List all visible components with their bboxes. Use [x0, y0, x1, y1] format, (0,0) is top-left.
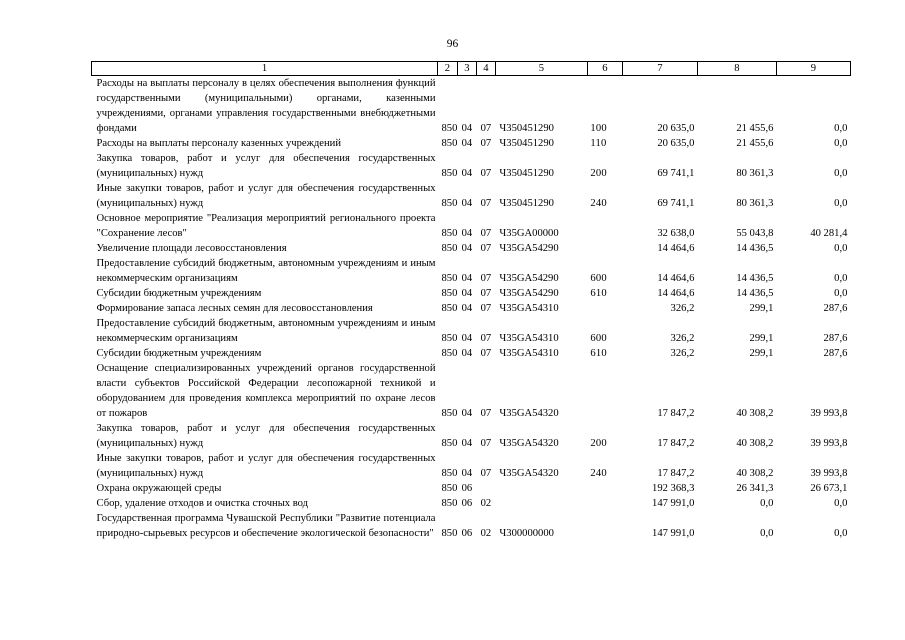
table-header-row [92, 62, 851, 76]
target-item-code-cell: Ч35GA54310 [499, 333, 559, 344]
amount-year-1-cell: 32 638,0 [657, 228, 695, 239]
amount-year-1-cell: 14 464,6 [657, 273, 695, 284]
row-name-cell: Расходы на выплаты персоналу казенных учреждений [96, 138, 341, 149]
section-code-cell: 06 [461, 498, 473, 509]
admin-code-cell: 850 [441, 243, 458, 254]
section-code-cell: 06 [461, 483, 473, 494]
target-item-code-cell: Ч300000000 [499, 528, 554, 539]
row-name-cell: Закупка товаров, работ и услуг для обеспечения государственных (муниципальных) нужд [96, 423, 436, 449]
amount-year-2-cell: 14 436,5 [736, 243, 774, 254]
amount-year-3-cell: 287,6 [823, 303, 848, 314]
subsection-code-cell: 07 [480, 408, 492, 419]
admin-code-cell: 850 [441, 483, 458, 494]
expense-type-code-cell: 110 [590, 138, 607, 149]
section-code-cell: 04 [461, 198, 473, 209]
expense-type-code-cell: 240 [590, 198, 607, 209]
amount-year-1-cell: 20 635,0 [657, 138, 695, 149]
amount-year-3-cell: 0,0 [834, 528, 848, 539]
row-name-cell: Иные закупки товаров, работ и услуг для обеспечения государственных (муниципальных) нужд [96, 453, 436, 479]
subsection-code-cell: 07 [480, 303, 492, 314]
section-code-cell: 04 [461, 288, 473, 299]
table-row [92, 76, 851, 137]
admin-code-cell: 850 [441, 123, 458, 134]
table-row [92, 451, 851, 481]
amount-year-3-cell: 0,0 [834, 288, 848, 299]
section-code-cell: 04 [461, 408, 473, 419]
section-code-cell: 04 [461, 273, 473, 284]
column-header: 8 [697, 62, 776, 76]
amount-year-3-cell: 0,0 [834, 273, 848, 284]
subsection-code-cell: 07 [480, 468, 492, 479]
admin-code-cell: 850 [441, 348, 458, 359]
admin-code-cell: 850 [441, 138, 458, 149]
subsection-code-cell: 07 [480, 348, 492, 359]
target-item-code-cell: Ч35GA54290 [499, 243, 559, 254]
subsection-code-cell: 07 [480, 123, 492, 134]
amount-year-1-cell: 147 991,0 [652, 528, 695, 539]
expense-type-code-cell [587, 481, 622, 496]
column-header: 4 [476, 62, 495, 76]
column-header: 1 [92, 62, 438, 76]
row-name-cell: Субсидии бюджетным учреждениям [96, 288, 262, 299]
amount-year-2-cell: 0,0 [760, 498, 774, 509]
admin-code-cell: 850 [441, 228, 458, 239]
target-item-code-cell: Ч35GA54290 [499, 288, 559, 299]
budget-table [91, 61, 851, 541]
expense-type-code-cell: 200 [590, 438, 607, 449]
amount-year-2-cell: 40 308,2 [736, 438, 774, 449]
amount-year-1-cell: 17 847,2 [657, 438, 695, 449]
subsection-code-cell: 07 [480, 288, 492, 299]
amount-year-2-cell: 40 308,2 [736, 408, 774, 419]
row-name-cell: Формирование запаса лесных семян для лесовосстановления [96, 303, 373, 314]
amount-year-3-cell: 0,0 [834, 198, 848, 209]
section-code-cell: 04 [461, 438, 473, 449]
amount-year-1-cell: 17 847,2 [657, 468, 695, 479]
target-item-code-cell: Ч35GA00000 [499, 228, 559, 239]
amount-year-2-cell: 80 361,3 [736, 198, 774, 209]
amount-year-1-cell: 326,2 [670, 348, 695, 359]
subsection-code-cell: 07 [480, 243, 492, 254]
expense-type-code-cell [587, 211, 622, 241]
table-row [92, 181, 851, 211]
table-row [92, 481, 851, 496]
section-code-cell: 04 [461, 303, 473, 314]
amount-year-3-cell: 0,0 [834, 138, 848, 149]
amount-year-3-cell: 0,0 [834, 498, 848, 509]
expense-type-code-cell: 600 [590, 333, 607, 344]
amount-year-3-cell: 40 281,4 [810, 228, 848, 239]
section-code-cell: 04 [461, 333, 473, 344]
row-name-cell: Сбор, удаление отходов и очистка сточных вод [96, 498, 309, 509]
table-row [92, 151, 851, 181]
row-name-cell: Основное мероприятие "Реализация мероприятий регионального проекта "Сохранение лесов" [96, 213, 436, 239]
amount-year-3-cell: 39 993,8 [810, 408, 848, 419]
subsection-code-cell: 07 [480, 333, 492, 344]
subsection-code-cell: 02 [480, 528, 492, 539]
subsection-code-cell: 02 [480, 498, 492, 509]
amount-year-1-cell: 14 464,6 [657, 288, 695, 299]
table-row [92, 316, 851, 346]
subsection-code-cell: 07 [480, 273, 492, 284]
row-name-cell: Предоставление субсидий бюджетным, автономным учреждениям и иным некоммерческим организациям [96, 258, 436, 284]
amount-year-1-cell: 326,2 [670, 333, 695, 344]
amount-year-2-cell: 14 436,5 [736, 273, 774, 284]
row-name-cell: Субсидии бюджетным учреждениям [96, 348, 262, 359]
table-row [92, 136, 851, 151]
amount-year-3-cell: 39 993,8 [810, 468, 848, 479]
amount-year-1-cell: 326,2 [670, 303, 695, 314]
amount-year-3-cell: 287,6 [823, 333, 848, 344]
target-item-code-cell: Ч35GA54320 [499, 438, 559, 449]
amount-year-3-cell: 0,0 [834, 168, 848, 179]
admin-code-cell: 850 [441, 468, 458, 479]
admin-code-cell: 850 [441, 303, 458, 314]
section-code-cell: 04 [461, 168, 473, 179]
target-item-code-cell: Ч350451290 [499, 138, 554, 149]
target-item-code-cell: Ч350451290 [499, 168, 554, 179]
expense-type-code-cell [587, 361, 622, 421]
target-item-code-cell: Ч35GA54310 [499, 348, 559, 359]
expense-type-code-cell [587, 241, 622, 256]
amount-year-2-cell: 14 436,5 [736, 288, 774, 299]
amount-year-2-cell: 299,1 [749, 333, 774, 344]
table-row [92, 346, 851, 361]
amount-year-1-cell: 147 991,0 [652, 498, 695, 509]
admin-code-cell: 850 [441, 198, 458, 209]
section-code-cell: 04 [461, 123, 473, 134]
amount-year-1-cell: 69 741,1 [657, 168, 695, 179]
row-name-cell: Оснащение специализированных учреждений органов государственной власти субъектов Российской Федерации лесопожарной техникой и оборудованием для проведения комплекса мероприятий по охране лесов от пожаров [96, 363, 436, 419]
amount-year-3-cell: 287,6 [823, 348, 848, 359]
row-name-cell: Иные закупки товаров, работ и услуг для обеспечения государственных (муниципальных) нужд [96, 183, 436, 209]
target-item-code-cell: Ч35GA54320 [499, 408, 559, 419]
table-row [92, 301, 851, 316]
target-item-code-cell [495, 481, 587, 496]
column-header: 6 [587, 62, 622, 76]
admin-code-cell: 850 [441, 498, 458, 509]
admin-code-cell: 850 [441, 408, 458, 419]
target-item-code-cell: Ч350451290 [499, 123, 554, 134]
page-number: 96 [446, 38, 459, 50]
amount-year-1-cell: 17 847,2 [657, 408, 695, 419]
amount-year-3-cell: 0,0 [834, 123, 848, 134]
table-row [92, 241, 851, 256]
amount-year-3-cell: 26 673,1 [810, 483, 848, 494]
amount-year-1-cell: 20 635,0 [657, 123, 695, 134]
admin-code-cell: 850 [441, 273, 458, 284]
target-item-code-cell: Ч35GA54310 [499, 303, 559, 314]
expense-type-code-cell [587, 301, 622, 316]
subsection-code-cell: 07 [480, 168, 492, 179]
amount-year-2-cell: 80 361,3 [736, 168, 774, 179]
target-item-code-cell: Ч35GA54320 [499, 468, 559, 479]
row-name-cell: Охрана окружающей среды [96, 483, 222, 494]
section-code-cell: 04 [461, 243, 473, 254]
column-header: 5 [495, 62, 587, 76]
admin-code-cell: 850 [441, 288, 458, 299]
expense-type-code-cell: 600 [590, 273, 607, 284]
expense-type-code-cell: 610 [590, 288, 607, 299]
amount-year-2-cell: 26 341,3 [736, 483, 774, 494]
table-row [92, 286, 851, 301]
expense-type-code-cell: 200 [590, 168, 607, 179]
expense-type-code-cell: 610 [590, 348, 607, 359]
target-item-code-cell: Ч350451290 [499, 198, 554, 209]
table-row [92, 211, 851, 241]
section-code-cell: 04 [461, 348, 473, 359]
admin-code-cell: 850 [441, 438, 458, 449]
table-row [92, 361, 851, 421]
table-row [92, 511, 851, 541]
amount-year-2-cell: 0,0 [760, 528, 774, 539]
subsection-code-cell: 07 [480, 438, 492, 449]
admin-code-cell: 850 [441, 168, 458, 179]
expense-type-code-cell [587, 511, 622, 541]
row-name-cell: Предоставление субсидий бюджетным, автономным учреждениям и иным некоммерческим организациям [96, 318, 436, 344]
table-body [92, 76, 851, 542]
table-row [92, 496, 851, 511]
table-row [92, 256, 851, 286]
section-code-cell: 04 [461, 138, 473, 149]
target-item-code-cell: Ч35GA54290 [499, 273, 559, 284]
section-code-cell: 06 [461, 528, 473, 539]
amount-year-3-cell: 39 993,8 [810, 438, 848, 449]
amount-year-2-cell: 299,1 [749, 303, 774, 314]
amount-year-2-cell: 299,1 [749, 348, 774, 359]
row-name-cell: Увеличение площади лесовосстановления [96, 243, 287, 254]
expense-type-code-cell: 100 [590, 123, 607, 134]
row-name-cell: Закупка товаров, работ и услуг для обеспечения государственных (муниципальных) нужд [96, 153, 436, 179]
column-header: 7 [622, 62, 697, 76]
expense-type-code-cell [587, 496, 622, 511]
amount-year-1-cell: 192 368,3 [652, 483, 695, 494]
amount-year-2-cell: 21 455,6 [736, 123, 774, 134]
column-header: 3 [457, 62, 476, 76]
column-header: 2 [438, 62, 458, 76]
subsection-code-cell [476, 481, 495, 496]
amount-year-2-cell: 55 043,8 [736, 228, 774, 239]
amount-year-2-cell: 21 455,6 [736, 138, 774, 149]
section-code-cell: 04 [461, 228, 473, 239]
expense-type-code-cell: 240 [590, 468, 607, 479]
subsection-code-cell: 07 [480, 138, 492, 149]
table-row [92, 421, 851, 451]
admin-code-cell: 850 [441, 333, 458, 344]
admin-code-cell: 850 [441, 528, 458, 539]
target-item-code-cell [495, 496, 587, 511]
amount-year-3-cell: 0,0 [834, 243, 848, 254]
row-name-cell: Государственная программа Чувашской Республики "Развитие потенциала природно-сырьевых ресурсов и обеспечение экологической безопасности" [96, 513, 436, 539]
section-code-cell: 04 [461, 468, 473, 479]
row-name-cell: Расходы на выплаты персоналу в целях обеспечения выполнения функций государственными (муниципальными) органами, казенными учреждениями, органами управления государственными внебюджетными фондами [96, 78, 436, 134]
amount-year-1-cell: 69 741,1 [657, 198, 695, 209]
subsection-code-cell: 07 [480, 198, 492, 209]
amount-year-1-cell: 14 464,6 [657, 243, 695, 254]
column-header: 9 [776, 62, 850, 76]
subsection-code-cell: 07 [480, 228, 492, 239]
amount-year-2-cell: 40 308,2 [736, 468, 774, 479]
